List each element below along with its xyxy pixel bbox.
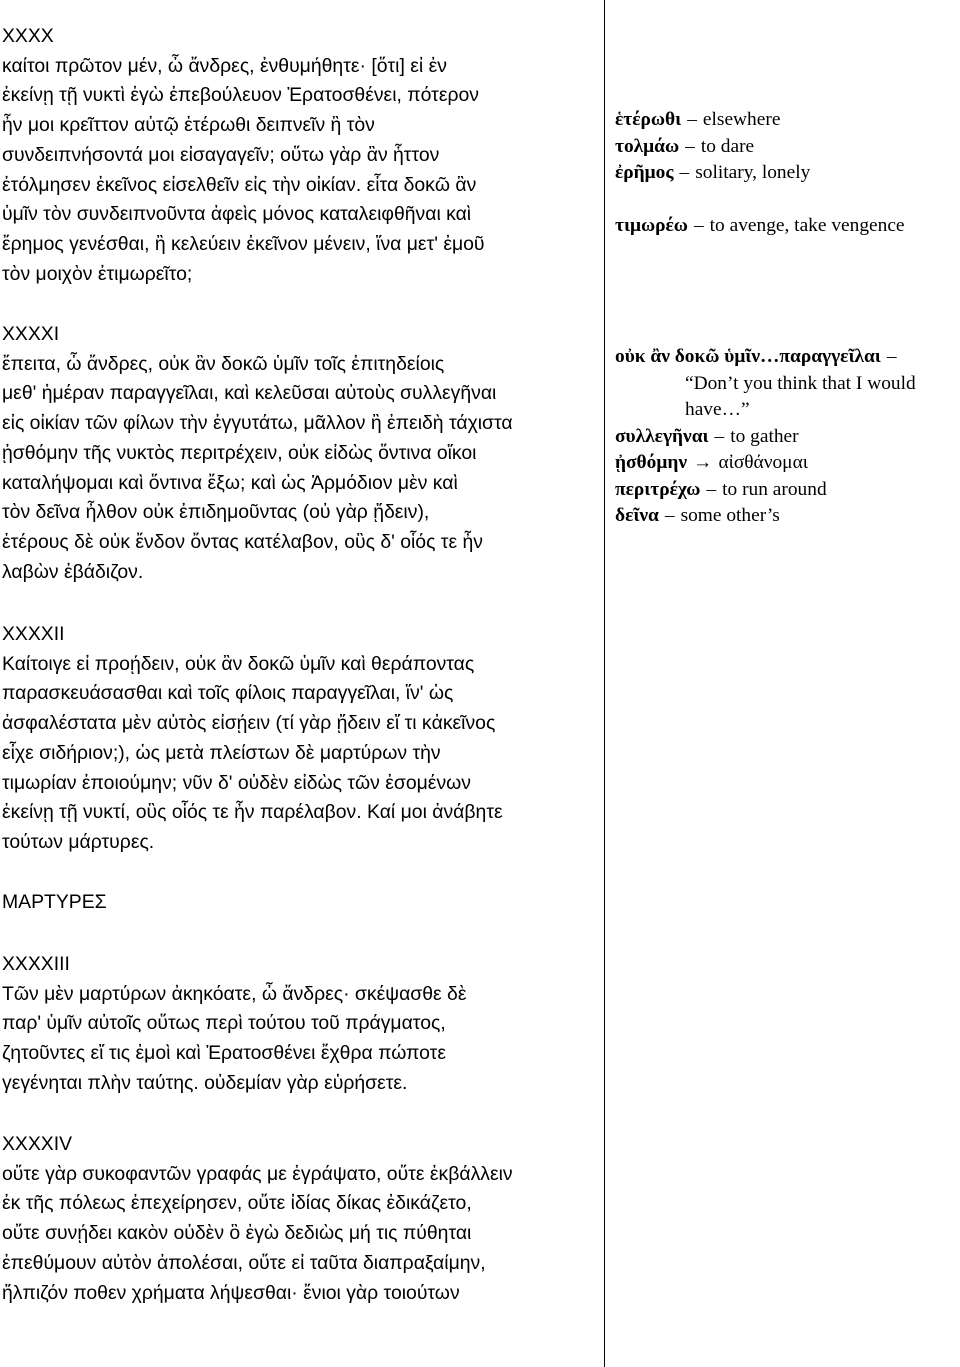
section-xxxx (2, 22, 485, 289)
gloss-arrow: → (693, 452, 713, 473)
gloss-definition: some other’s (680, 505, 780, 526)
gloss-entry (615, 213, 960, 240)
glossary-block-2 (615, 344, 960, 530)
text-line: καταλήψομαι καὶ ὅντινα ἔξω; καὶ ὡς Ἁρμόδιον μὲν καὶ (2, 471, 458, 494)
gloss-definition: “Don’t you think that I would (685, 372, 916, 394)
text-line: τὸν μοιχὸν ἐτιμωρεῖτο; (2, 262, 193, 285)
section-heading: XXXXI (2, 323, 60, 345)
gloss-entry (615, 424, 960, 451)
section-xxxxii (2, 620, 503, 858)
gloss-entry (615, 503, 960, 530)
text-line: ἦν μοι κρεῖττον αὐτῷ ἑτέρωθι δειπνεῖν ἢ τὸν (2, 114, 375, 137)
text-line: εἰς οἰκίαν τῶν φίλων τὴν ἐγγυτάτω, μᾶλλον ἢ ἐπειδὴ τάχιστα (2, 412, 513, 435)
gloss-separator: – (693, 214, 704, 236)
text-line: καίτοι πρῶτον μέν, ὦ ἄνδρες, ἐνθυμήθητε· [ὅτι] εἰ ἐν (2, 54, 447, 77)
text-line: ἤλπιζόν ποθεν χρήματα λήψεσθαι· ἔνιοι γὰρ τοιούτων (2, 1281, 460, 1304)
column-divider (604, 0, 605, 1367)
gloss-definition: αἰσθάνομαι (718, 452, 808, 473)
gloss-term: περιτρέχω (615, 478, 701, 500)
text-line: ἐκ τῆς πόλεως ἐπεχείρησεν, οὔτε ἰδίας δίκας ἐδικάζετο, (2, 1192, 472, 1215)
gloss-definition: to avenge, take vengence (709, 214, 905, 236)
text-line: ἐκείνῃ τῇ νυκτὶ ἐγὼ ἐπεβούλευον Ἐρατοσθένει, πότερον (2, 84, 479, 107)
gloss-separator: – (679, 162, 690, 183)
gloss-term: τιμωρέω (615, 214, 688, 236)
text-line: συνδειπνήσοντά μοι εἰσαγαγεῖν; οὕτω γὰρ ἂν ἧττον (2, 143, 440, 166)
gloss-term: συλλεγῆναι (615, 425, 709, 447)
gloss-separator: – (664, 505, 675, 526)
gloss-separator: – (886, 346, 897, 367)
text-line: τούτων μάρτυρες. (2, 830, 155, 853)
gloss-definition: solitary, lonely (695, 162, 811, 183)
text-line: Καίτοιγε εἰ προῄδειν, οὐκ ἂν δοκῶ ὑμῖν καὶ θεράποντας (2, 652, 475, 675)
text-line: παρασκευάσασθαι καὶ τοῖς φίλοις παραγγεῖλαι, ἵν' ὡς (2, 682, 454, 705)
section-martyres (2, 888, 107, 918)
gloss-definition: to dare (700, 135, 755, 157)
text-line: λαβὼν ἐβάδιζον. (2, 560, 144, 583)
gloss-term: ᾐσθόμην (615, 452, 688, 473)
text-line: τιμωρίαν ἐποιούμην; νῦν δ' οὐδὲν εἰδὼς τῶν ἐσομένων (2, 771, 471, 794)
gloss-separator: – (687, 109, 697, 130)
gloss-term: ἑτέρωθι (615, 109, 682, 130)
section-heading: ΜΑΡΤΥΡΕΣ (2, 891, 107, 913)
gloss-separator: – (685, 135, 695, 157)
gloss-phrase-entry (615, 344, 960, 371)
text-line: ἀσφαλέστατα μὲν αὐτὸς εἰσῄειν (τί γὰρ ᾔδειν εἴ τι κἀκεῖνος (2, 712, 496, 735)
gloss-term: οὐκ ἂν δοκῶ ὑμῖν…παραγγεῖλαι (615, 346, 881, 367)
gloss-spacer (615, 187, 960, 213)
text-line: ζητοῦντες εἴ τις ἐμοὶ καὶ Ἐρατοσθένει ἔχθρα πώποτε (2, 1042, 446, 1065)
section-heading: XXXXIV (2, 1133, 73, 1155)
gloss-term: τολμάω (615, 135, 680, 157)
gloss-definition: have…” (685, 399, 750, 420)
gloss-term: ἐρῆμος (615, 162, 674, 183)
text-line: ἑτέρους δὲ οὐκ ἔνδον ὄντας κατέλαβον, οὓς δ' οἷός τε ἦν (2, 530, 483, 553)
glossary-block-1 (615, 107, 960, 239)
gloss-separator: – (706, 478, 717, 500)
text-line: ἐτόλμησεν ἐκεῖνος εἰσελθεῖν εἰς τὴν οἰκίαν. εἶτα δοκῶ ἂν (2, 173, 477, 196)
gloss-entry (615, 134, 960, 161)
text-line: ἐπεθύμουν αὐτὸν ἀπολέσαι, οὔτε εἰ ταῦτα διαπραξαίμην, (2, 1251, 486, 1274)
gloss-entry (615, 450, 960, 477)
gloss-definition: elsewhere (702, 109, 781, 130)
section-heading: XXXXII (2, 623, 65, 645)
text-line: τὸν δεῖνα ἦλθον οὐκ ἐπιδημοῦντας (οὐ γὰρ ᾔδειν), (2, 501, 430, 524)
gloss-term: δεῖνα (615, 505, 659, 526)
section-heading: XXXX (2, 25, 54, 47)
text-line: ἔπειτα, ὦ ἄνδρες, οὐκ ἂν δοκῶ ὑμῖν τοῖς ἐπιτηδείοις (2, 352, 445, 375)
text-line: ἐκείνῃ τῇ νυκτί, οὓς οἷός τε ἦν παρέλαβον. Καί μοι ἀνάβητε (2, 801, 503, 824)
text-line: ἔρημος γενέσθαι, ἢ κελεύειν ἐκεῖνον μένειν, ἵνα μετ' ἐμοῦ (2, 232, 485, 255)
gloss-definition: to run around (722, 478, 827, 500)
text-line: ὑμῖν τὸν συνδειπνοῦντα ἀφεὶς μόνος καταλειφθῆναι καὶ (2, 203, 472, 226)
text-line: οὔτε συνῄδει κακὸν οὐδὲν ὃ ἐγὼ δεδιὼς μή τις πύθηται (2, 1222, 472, 1245)
text-line: εἶχε σιδήριον;), ὡς μετὰ πλείστων δὲ μαρτύρων τὴν (2, 741, 441, 764)
gloss-entry (615, 477, 960, 504)
gloss-definition: to gather (730, 425, 799, 447)
section-xxxxiv (2, 1130, 513, 1308)
text-line: μεθ' ἡμέραν παραγγεῖλαι, καὶ κελεῦσαι αὐτοὺς συλλεγῆναι (2, 382, 497, 405)
gloss-entry (615, 160, 960, 187)
section-xxxxi (2, 320, 513, 587)
text-line: γεγένηται πλὴν ταύτης. οὐδεμίαν γὰρ εὑρήσετε. (2, 1071, 408, 1094)
gloss-entry (615, 107, 960, 134)
gloss-separator: – (714, 425, 725, 447)
text-line: ᾐσθόμην τῆς νυκτὸς περιτρέχειν, οὐκ εἰδὼς ὅντινα οἴκοι (2, 441, 477, 464)
section-heading: XXXXIII (2, 953, 70, 975)
text-line: οὔτε γὰρ συκοφαντῶν γραφάς με ἐγράψατο, οὔτε ἐκβάλλειν (2, 1162, 513, 1185)
section-xxxxiii (2, 950, 467, 1099)
text-line: παρ' ὑμῖν αὐτοῖς οὕτως περὶ τούτου τοῦ πράγματος, (2, 1012, 446, 1035)
text-line: Τῶν μὲν μαρτύρων ἀκηκόατε, ὦ ἄνδρες· σκέψασθε δὲ (2, 982, 467, 1005)
